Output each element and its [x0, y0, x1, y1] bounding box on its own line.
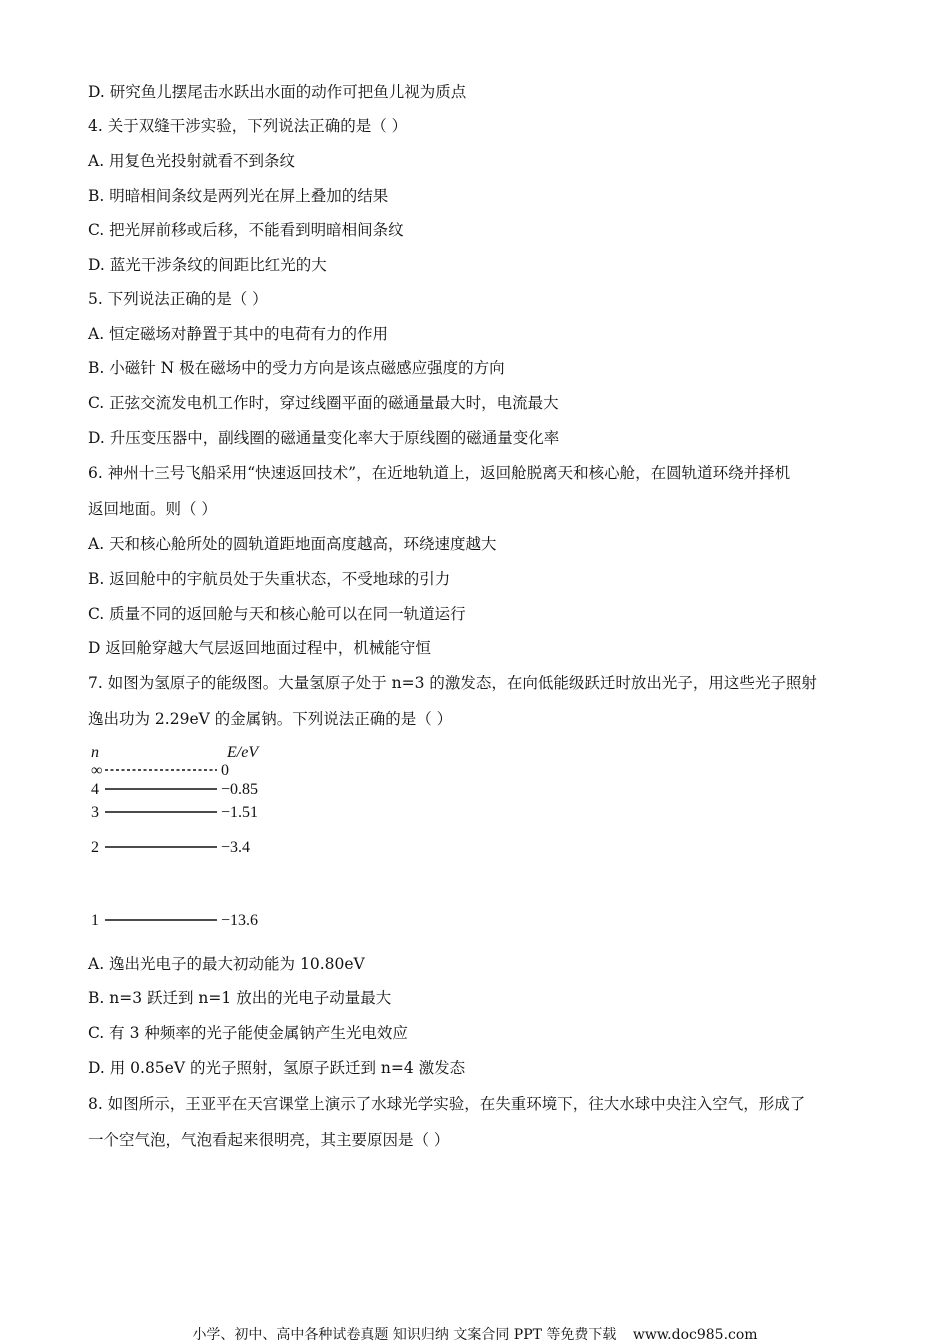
- level-n-label: 1: [91, 912, 99, 929]
- question-8-line1: 8. 如图所示，王亚平在天宫课堂上演示了水球光学实验，在失重环境下，往大水球中央注入空气，形成了: [88, 1095, 806, 1113]
- option-6b: B. 返回舱中的宇航员处于失重状态，不受地球的引力: [88, 570, 451, 588]
- energy-axis-label: E/eV: [227, 744, 259, 761]
- option-7d: D. 用 0.85eV 的光子照射，氢原子跃迁到 n=4 激发态: [88, 1059, 466, 1077]
- level-n-label: 3: [91, 804, 99, 821]
- option-7a: A. 逸出光电子的最大初动能为 10.80eV: [88, 955, 365, 973]
- level-n-label: ∞: [91, 762, 103, 779]
- level-energy-label: −1.51: [221, 804, 259, 821]
- option-5c: C. 正弦交流发电机工作时，穿过线圈平面的磁通量最大时，电流最大: [88, 394, 559, 412]
- question-5: 5. 下列说法正确的是（ ）: [88, 290, 268, 308]
- question-6-line2: 返回地面。则（ ）: [88, 500, 217, 518]
- option-6a: A. 天和核心舱所处的圆轨道距地面高度越高，环绕速度越大: [88, 535, 497, 553]
- level-energy-label: 0: [221, 762, 229, 779]
- option-6d: D 返回舱穿越大气层返回地面过程中，机械能守恒: [88, 639, 431, 657]
- question-7-line2: 逸出功为 2.29eV 的金属钠。下列说法正确的是（ ）: [88, 710, 453, 728]
- question-8-line2: 一个空气泡，气泡看起来很明亮，其主要原因是（ ）: [88, 1131, 450, 1149]
- option-5d: D. 升压变压器中，副线圈的磁通量变化率大于原线圈的磁通量变化率: [88, 429, 560, 447]
- level-n-label: 4: [91, 781, 99, 798]
- footer-url[interactable]: www.doc985.com: [632, 1327, 758, 1343]
- question-7-line1: 7. 如图为氢原子的能级图。大量氢原子处于 n=3 的激发态，在向低能级跃迁时放出光子，用这些光子照射: [88, 674, 817, 692]
- question-4: 4. 关于双缝干涉实验，下列说法正确的是（ ）: [88, 117, 408, 135]
- question-6-line1: 6. 神州十三号飞船采用“快速返回技术”，在近地轨道上，返回舱脱离天和核心舱，在圆轨道环绕并择机: [88, 464, 791, 482]
- option-4c: C. 把光屏前移或后移，不能看到明暗相间条纹: [88, 221, 404, 239]
- page-footer: [0, 1324, 950, 1344]
- option-4a: A. 用复色光投射就看不到条纹: [88, 152, 296, 170]
- option-4b: B. 明暗相间条纹是两列光在屏上叠加的结果: [88, 187, 389, 205]
- option-3d: D. 研究鱼儿摆尾击水跃出水面的动作可把鱼儿视为质点: [88, 83, 467, 101]
- energy-levels: [91, 762, 258, 929]
- level-energy-label: −3.4: [221, 839, 251, 856]
- n-axis-label: n: [91, 744, 99, 761]
- level-n-label: 2: [91, 839, 99, 856]
- option-4d: D. 蓝光干涉条纹的间距比红光的大: [88, 256, 327, 274]
- level-energy-label: −13.6: [221, 912, 259, 929]
- option-6c: C. 质量不同的返回舱与天和核心舱可以在同一轨道运行: [88, 605, 466, 623]
- option-5b: B. 小磁针 N 极在磁场中的受力方向是该点磁感应强度的方向: [88, 359, 505, 377]
- option-7c: C. 有 3 种频率的光子能使金属钠产生光电效应: [88, 1024, 408, 1042]
- footer-text: 小学、初中、高中各种试卷真题 知识归纳 文案合同 PPT 等免费下载: [192, 1327, 617, 1343]
- option-7b: B. n=3 跃迁到 n=1 放出的光电子动量最大: [88, 989, 392, 1007]
- option-5a: A. 恒定磁场对静置于其中的电荷有力的作用: [88, 325, 389, 343]
- level-energy-label: −0.85: [221, 781, 259, 798]
- energy-level-diagram: [88, 740, 288, 935]
